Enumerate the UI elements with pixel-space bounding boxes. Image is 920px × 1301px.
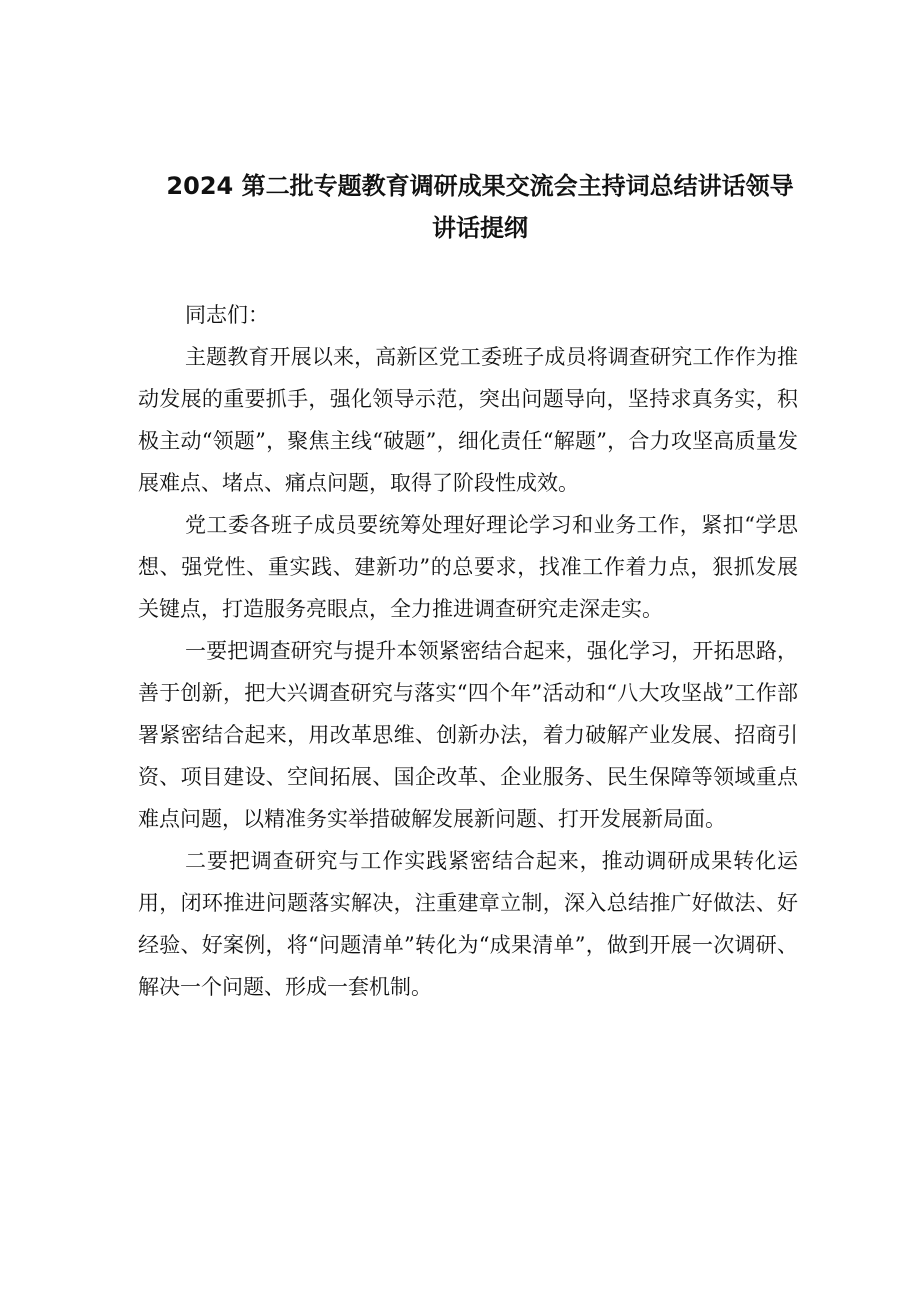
paragraph-point-one: 一要把调查研究与提升本领紧密结合起来，强化学习，开拓思路，善于创新，把大兴调查研究与落实“四个年”活动和“八大攻坚战”工作部署紧密结合起来，用改革思维、创新办法，着力破解产业发展、招商引资、项目建设、空间拓展、国企改革、企业服务、民生保障等领域重点难点问题，以精准务实举措破解发展新问题、打开发展新局面。 [138,639,798,831]
paragraph-intro: 主题教育开展以来，高新区党工委班子成员将调查研究工作作为推动发展的重要抓手，强化领导示范，突出问题导向，坚持求真务实，积极主动“领题”，聚焦主线“破题”，细化责任“解题”，合力攻坚高质量发展难点、堵点、痛点问题，取得了阶段性成效。 [138,345,798,495]
document-title-line-1: 2024 第二批专题教育调研成果交流会主持词总结讲话领导 [166,172,794,200]
paragraph-point-two: 二要把调查研究与工作实践紧密结合起来，推动调研成果转化运用，闭环推进问题落实解决，注重建章立制，深入总结推广好做法、好经验、好案例，将“问题清单”转化为“成果清单”，做到开展一次调研、解决一个问题、形成一套机制。 [138,849,798,999]
salutation: 同志们： [185,303,269,327]
paragraph-requirements: 党工委各班子成员要统筹处理好理论学习和业务工作，紧扣“学思想、强党性、重实践、建新功”的总要求，找准工作着力点，狠抓发展关键点，打造服务亮眼点，全力推进调查研究走深走实。 [138,513,798,621]
document-title-line-2: 讲话提纲 [432,214,528,242]
document-body [138,336,798,1008]
